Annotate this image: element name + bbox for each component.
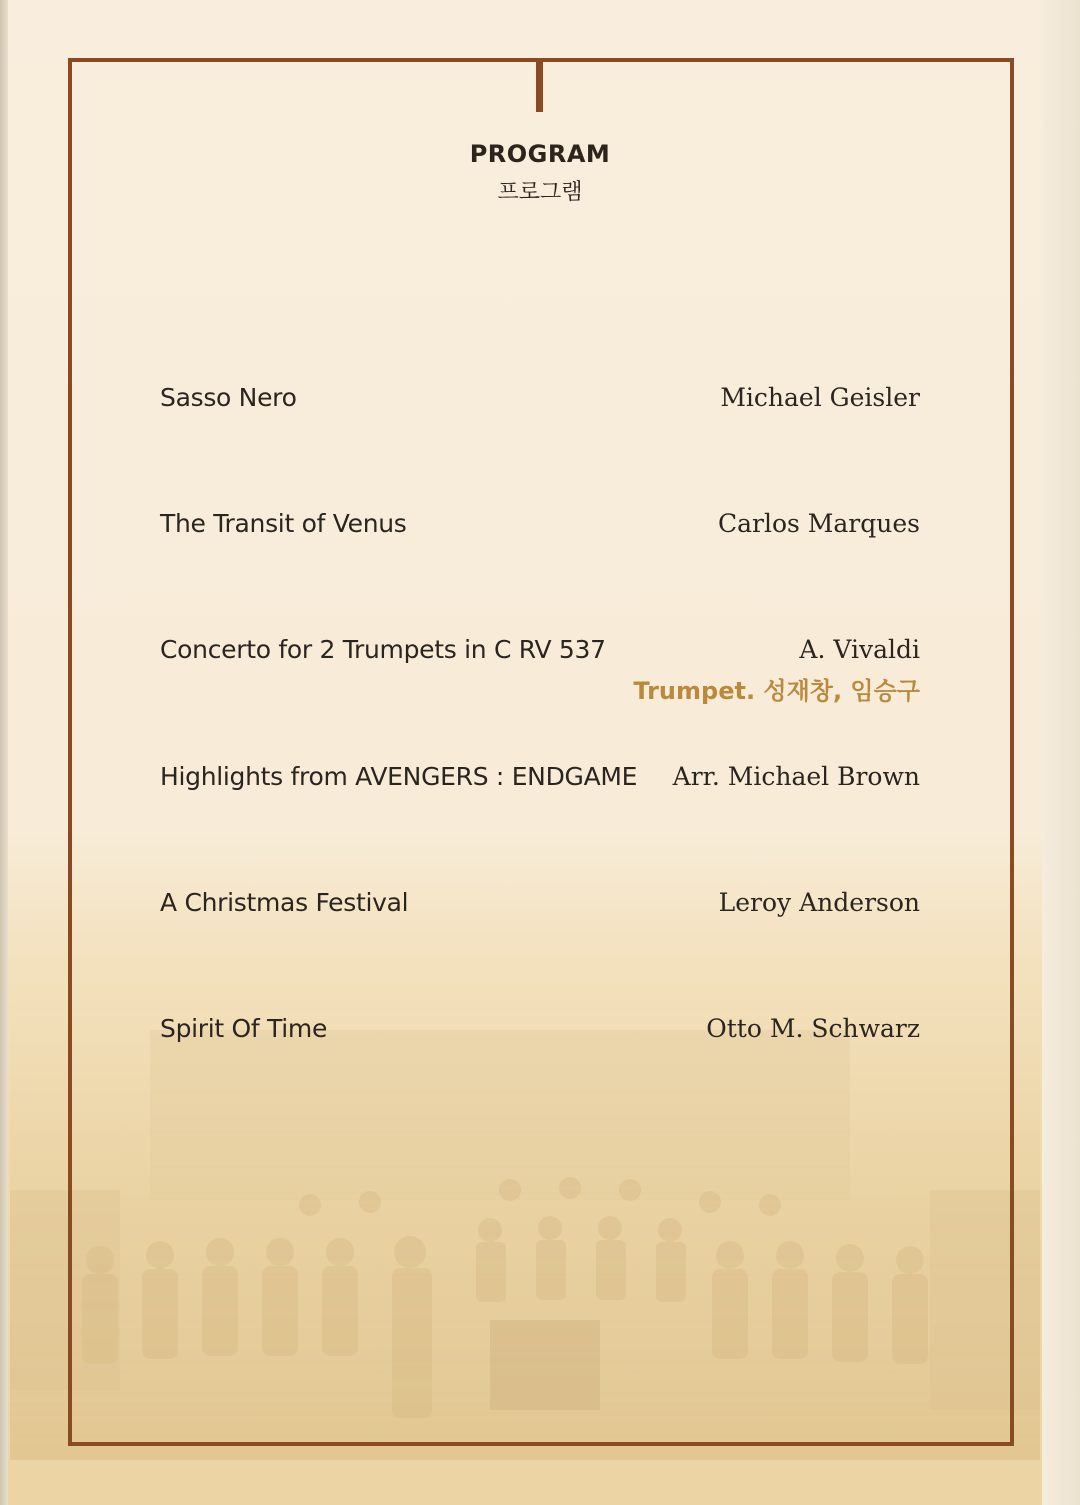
composer-name: Leroy Anderson [718, 888, 920, 917]
composer-name: Otto M. Schwarz [706, 1014, 920, 1043]
page-edge-right [1042, 0, 1080, 1505]
program-item [160, 383, 920, 423]
composer-name: Arr. Michael Brown [672, 762, 920, 791]
program-item [160, 509, 920, 549]
composer-name: A. Vivaldi [799, 635, 920, 664]
program-title-korean: 프로그램 [497, 180, 583, 205]
piece-title: A Christmas Festival [160, 888, 409, 917]
piece-title: Highlights from AVENGERS : ENDGAME [160, 762, 638, 791]
page-border-frame [68, 58, 1014, 1446]
program-item [160, 888, 920, 928]
frame-notch-divider [536, 62, 543, 112]
performer-credit: Trumpet. 성재창, 임승구 [633, 677, 920, 705]
piece-title: Spirit Of Time [160, 1014, 328, 1043]
composer-name: Carlos Marques [718, 509, 920, 538]
program-item [160, 1014, 920, 1054]
piece-title: The Transit of Venus [160, 509, 407, 538]
piece-title: Concerto for 2 Trumpets in C RV 537 [160, 635, 606, 664]
page-edge-left [0, 0, 8, 1505]
piece-title: Sasso Nero [160, 383, 297, 412]
program-title: PROGRAM [469, 140, 611, 168]
program-item [160, 762, 920, 802]
composer-name: Michael Geisler [720, 383, 920, 412]
program-item [160, 635, 920, 715]
